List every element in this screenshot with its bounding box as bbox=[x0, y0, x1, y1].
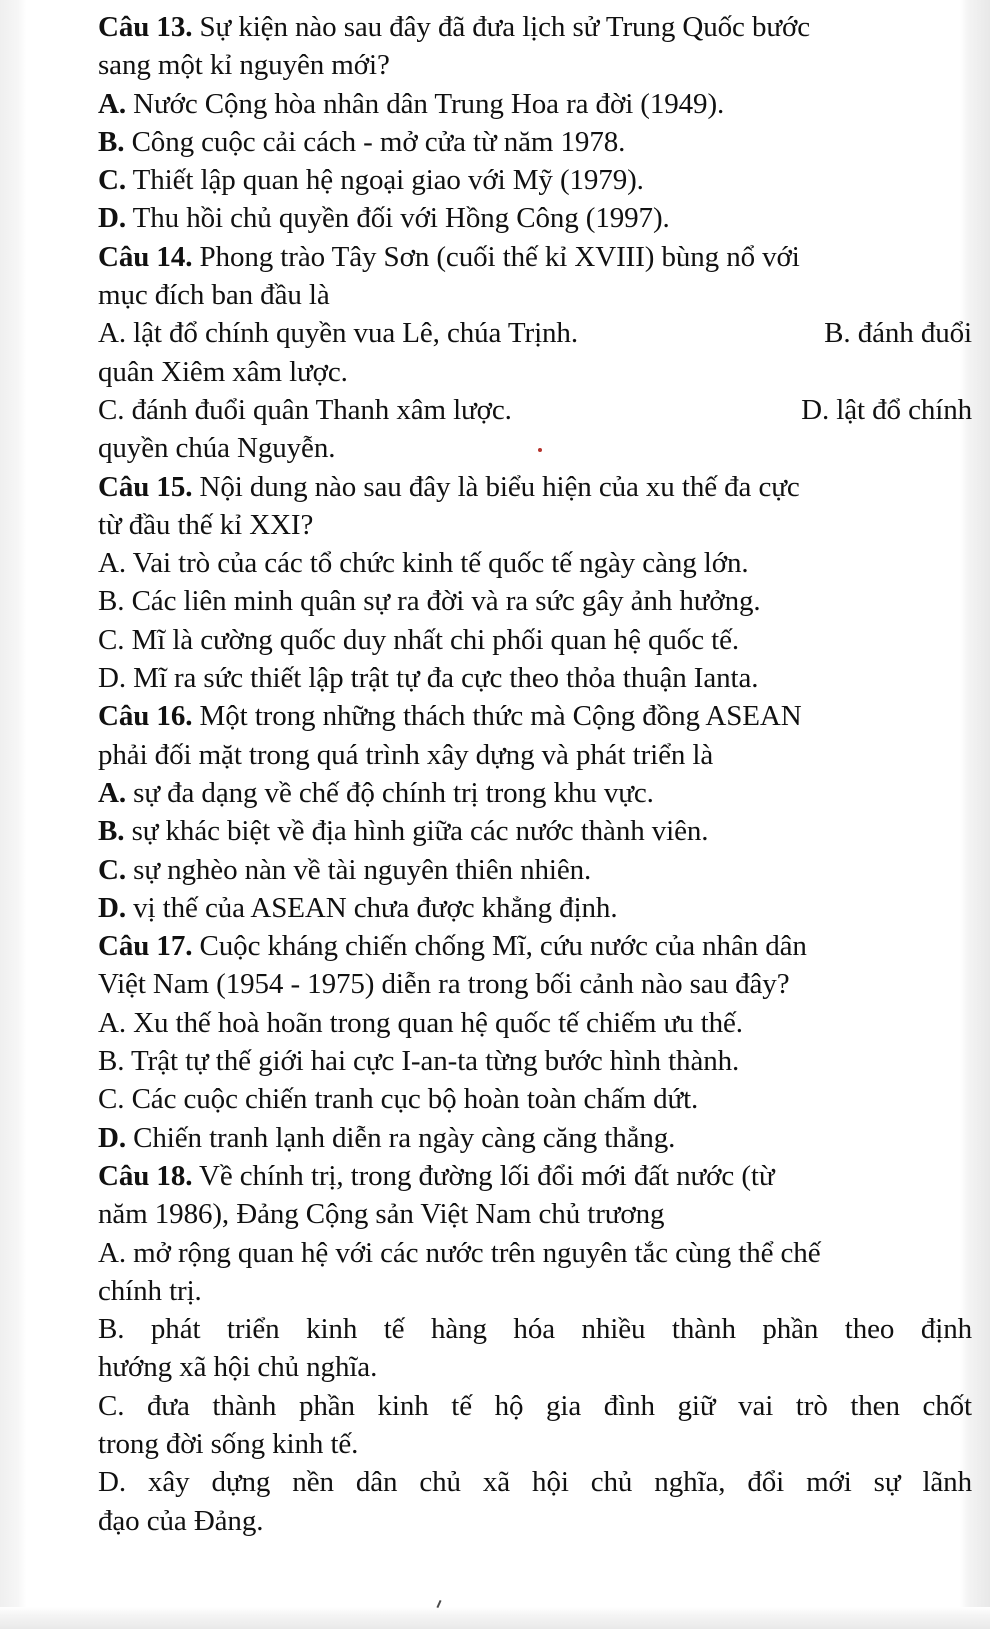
option-text: Các liên minh quân sự ra đời và ra sức gây ảnh hưởng. bbox=[131, 585, 761, 618]
question-17-stem-line-2: Việt Nam (1954 - 1975) diễn ra trong bối cảnh nào sau đây? bbox=[98, 968, 790, 1001]
option-label: B. bbox=[824, 317, 851, 350]
question-16-option-c bbox=[98, 851, 972, 889]
question-17-stem-line-1 bbox=[98, 927, 972, 965]
question-18-option-a bbox=[98, 1234, 972, 1272]
option-text: Mĩ là cường quốc duy nhất chi phối quan hệ quốc tế. bbox=[131, 623, 739, 656]
question-18-stem-text-1: Về chính trị, trong đường lối đổi mới đất nước (từ bbox=[199, 1159, 775, 1192]
option-text: vị thế của ASEAN chưa được khẳng định. bbox=[133, 891, 618, 924]
question-18-option-d bbox=[98, 1463, 972, 1501]
question-18-option-c bbox=[98, 1387, 972, 1425]
question-14-option-a bbox=[98, 314, 578, 352]
question-14-options-row-1 bbox=[98, 314, 972, 352]
question-16-option-d bbox=[98, 889, 972, 927]
question-15-option-d bbox=[98, 659, 972, 697]
question-17-option-d bbox=[98, 1119, 972, 1157]
option-text: Thiết lập quan hệ ngoại giao với Mỹ (1979). bbox=[132, 164, 644, 197]
question-13-option-c bbox=[98, 161, 972, 199]
option-label: B. bbox=[98, 125, 125, 158]
option-label: D. bbox=[98, 662, 126, 695]
option-label: C. bbox=[98, 164, 126, 197]
option-text: phát triển kinh tế hàng hóa nhiều thành phần theo định bbox=[150, 1313, 972, 1346]
question-15-option-b bbox=[98, 582, 972, 620]
option-text: Trật tự thế giới hai cực I-an-ta từng bước hình thành. bbox=[131, 1045, 740, 1078]
option-label: A. bbox=[98, 547, 126, 580]
option-text: đánh đuổi bbox=[857, 317, 972, 350]
question-17-option-c bbox=[98, 1080, 972, 1118]
option-label: A. bbox=[98, 1006, 126, 1039]
option-label: B. bbox=[98, 585, 125, 618]
option-label: A. bbox=[98, 87, 126, 120]
option-text: sự khác biệt về địa hình giữa các nước thành viên. bbox=[131, 815, 709, 848]
option-text: Công cuộc cải cách - mở cửa từ năm 1978. bbox=[131, 125, 626, 158]
question-14-option-b-continuation: quân Xiêm xâm lược. bbox=[98, 355, 348, 388]
option-text: Xu thế hoà hoãn trong quan hệ quốc tế chiếm ưu thế. bbox=[133, 1006, 743, 1039]
option-label: D. bbox=[98, 891, 126, 924]
question-13-title: Câu 13. bbox=[98, 11, 193, 43]
question-13-option-d bbox=[98, 199, 972, 237]
question-14-option-c bbox=[98, 391, 512, 429]
question-18-stem-line-1 bbox=[98, 1157, 972, 1195]
option-label: C. bbox=[98, 853, 126, 886]
option-label: C. bbox=[98, 1389, 125, 1422]
question-16-stem-text-1: Một trong những thách thức mà Cộng đồng ASEAN bbox=[199, 700, 802, 733]
question-16-stem-line-2: phải đối mặt trong quá trình xây dựng và phát triển là bbox=[98, 738, 714, 771]
option-label: D. bbox=[98, 1121, 126, 1154]
option-label: B. bbox=[98, 1045, 125, 1078]
left-page-shadow bbox=[0, 0, 26, 1629]
option-text: sự đa dạng về chế độ chính trị trong khu vực. bbox=[133, 776, 654, 809]
option-label: A. bbox=[98, 776, 126, 809]
question-17-option-b bbox=[98, 1042, 972, 1080]
question-14-options-row-2 bbox=[98, 391, 972, 429]
option-text: đưa thành phần kinh tế hộ gia đình giữ vai trò then chốt bbox=[147, 1389, 972, 1422]
question-18-option-c-continuation: trong đời sống kinh tế. bbox=[98, 1427, 359, 1460]
question-13-option-b bbox=[98, 123, 972, 161]
question-14-stem-line-1 bbox=[98, 238, 972, 276]
option-label: D. bbox=[801, 393, 830, 426]
question-16-stem-line-1 bbox=[98, 697, 972, 735]
question-17-option-a bbox=[98, 1004, 972, 1042]
option-text: lật đổ chính quyền vua Lê, chúa Trịnh. bbox=[133, 317, 578, 350]
question-14-stem-text-1: Phong trào Tây Sơn (cuối thế kỉ XVIII) bùng nổ với bbox=[199, 240, 800, 273]
question-13-stem-text-1: Sự kiện nào sau đây đã đưa lịch sử Trung Quốc bước bbox=[199, 11, 810, 43]
option-text: Chiến tranh lạnh diễn ra ngày càng căng thẳng. bbox=[133, 1121, 676, 1154]
question-18-option-d-continuation: đạo của Đảng. bbox=[98, 1504, 264, 1537]
question-18-title: Câu 18. bbox=[98, 1159, 193, 1192]
option-label: C. bbox=[98, 1083, 125, 1116]
question-18-option-b-continuation: hướng xã hội chủ nghĩa. bbox=[98, 1351, 378, 1384]
option-text: sự nghèo nàn về tài nguyên thiên nhiên. bbox=[133, 853, 592, 886]
question-13-stem-line-1 bbox=[98, 8, 972, 46]
option-text: Thu hồi chủ quyền đối với Hồng Công (1997). bbox=[132, 202, 670, 235]
bottom-page-shadow bbox=[0, 1607, 990, 1629]
question-15-stem-line-1 bbox=[98, 468, 972, 506]
question-14-option-d-continuation: quyền chúa Nguyễn. bbox=[98, 432, 336, 465]
option-text: Vai trò của các tổ chức kinh tế quốc tế ngày càng lớn. bbox=[132, 547, 749, 580]
question-18-stem-line-2: năm 1986), Đảng Cộng sản Việt Nam chủ trương bbox=[98, 1198, 665, 1231]
option-label: C. bbox=[98, 623, 125, 656]
question-14-title: Câu 14. bbox=[98, 240, 193, 273]
question-16-title: Câu 16. bbox=[98, 700, 193, 733]
question-17-stem-text-1: Cuộc kháng chiến chống Mĩ, cứu nước của nhân dân bbox=[199, 930, 807, 963]
question-15-stem-line-2: từ đầu thế kỉ XXI? bbox=[98, 508, 314, 541]
question-15-title: Câu 15. bbox=[98, 470, 193, 503]
question-15-option-a bbox=[98, 544, 972, 582]
red-dot-mark bbox=[538, 448, 542, 452]
question-18-option-b bbox=[98, 1310, 972, 1348]
question-list bbox=[98, 8, 972, 1540]
question-15-stem-text-1: Nội dung nào sau đây là biểu hiện của xu thế đa cực bbox=[199, 470, 800, 503]
question-18-option-a-continuation: chính trị. bbox=[98, 1274, 202, 1307]
option-label: A. bbox=[98, 1236, 126, 1269]
option-label: D. bbox=[98, 1466, 126, 1499]
option-text: Nước Cộng hòa nhân dân Trung Hoa ra đời (1949). bbox=[133, 87, 725, 120]
question-13-stem-line-2: sang một kỉ nguyên mới? bbox=[98, 49, 390, 82]
option-text: mở rộng quan hệ với các nước trên nguyên tắc cùng thể chế bbox=[133, 1236, 821, 1269]
option-label: C. bbox=[98, 393, 125, 426]
option-text: Mĩ ra sức thiết lập trật tự đa cực theo thỏa thuận Ianta. bbox=[133, 662, 759, 695]
option-text: xây dựng nền dân chủ xã hội chủ nghĩa, đổi mới sự lãnh bbox=[147, 1466, 972, 1499]
question-17-title: Câu 17. bbox=[98, 930, 193, 963]
option-label: B. bbox=[98, 1313, 125, 1346]
option-label: A. bbox=[98, 317, 126, 350]
option-text: đánh đuổi quân Thanh xâm lược. bbox=[131, 393, 512, 426]
option-label: D. bbox=[98, 202, 126, 235]
question-14-option-d bbox=[801, 391, 972, 429]
option-text: lật đổ chính bbox=[836, 393, 972, 426]
option-text: Các cuộc chiến tranh cục bộ hoàn toàn chấm dứt. bbox=[131, 1083, 699, 1116]
option-label: B. bbox=[98, 815, 125, 848]
question-16-option-a bbox=[98, 774, 972, 812]
question-13-option-a bbox=[98, 85, 972, 123]
question-16-option-b bbox=[98, 812, 972, 850]
question-14-option-b bbox=[824, 314, 972, 352]
question-14-stem-line-2: mục đích ban đầu là bbox=[98, 279, 330, 312]
question-15-option-c bbox=[98, 621, 972, 659]
